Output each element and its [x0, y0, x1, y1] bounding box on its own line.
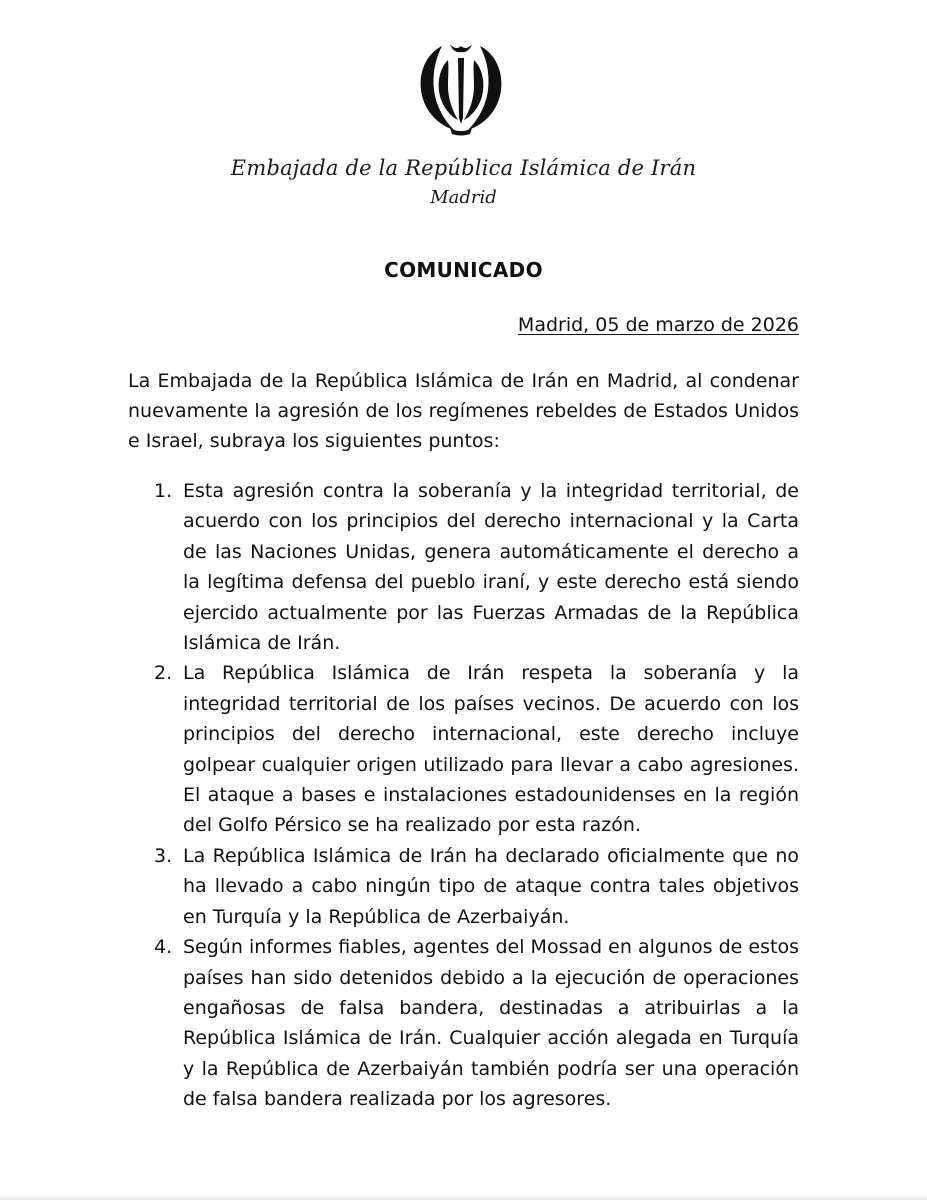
embassy-city: Madrid [430, 187, 497, 208]
list-item [128, 841, 799, 932]
list-item-text: La República Islámica de Irán ha declarado oficialmente que no ha llevado a cabo ningún tipo de ataque contra tales objetivos en Turquía y la República de Azerbaiyán. [183, 844, 799, 928]
list-item-number: 4. [154, 936, 173, 959]
list-item-text: Esta agresión contra la soberanía y la integridad territorial, de acuerdo con los principios del derecho internacional y la Carta de las Naciones Unidas, genera automáticamente el derecho a la legítima defensa del pueblo iraní, y este derecho está siendo ejercido actualmente por las Fuerzas Armadas de la República Islámica de Irán. [183, 480, 799, 655]
iran-emblem-icon [414, 40, 508, 136]
embassy-name: Embajada de la República Islámica de Irán [230, 156, 697, 180]
list-item [128, 658, 799, 840]
scan-edge [0, 1194, 927, 1200]
dateline: Madrid, 05 de marzo de 2026 [517, 314, 799, 336]
list-item-number: 2. [154, 662, 173, 685]
list-item [128, 476, 799, 658]
list-item [128, 932, 799, 1114]
list-item-number: 1. [154, 480, 173, 502]
list-item-number: 3. [154, 844, 173, 867]
points-list [128, 476, 799, 1115]
intro-paragraph: La Embajada de la República Islámica de Irán en Madrid, al condenar nuevamente la agresión de los regímenes rebeldes de Estados Unidos e Israel, subraya los siguientes puntos: [128, 370, 799, 452]
page-title: COMUNICADO [384, 258, 543, 282]
list-item-text: Según informes fiables, agentes del Mossad en algunos de estos países han sido detenidos debido a la ejecución de operaciones engañosas de falsa bandera, destinadas a atribuirlas a la República Islámica de Irán. Cualquier acción alegada en Turquía y la República de Azerbaiyán también podría ser una operación de falsa bandera realizada por los agresores. [183, 936, 799, 1111]
list-item-text: La República Islámica de Irán respeta la soberanía y la integridad territorial de los países vecinos. De acuerdo con los principios del derecho internacional, este derecho incluye golpear cualquier origen utilizado para llevar a cabo agresiones. El ataque a bases e instalaciones estadounidenses en la región del Golfo Pérsico se ha realizado por esta razón. [183, 662, 799, 837]
